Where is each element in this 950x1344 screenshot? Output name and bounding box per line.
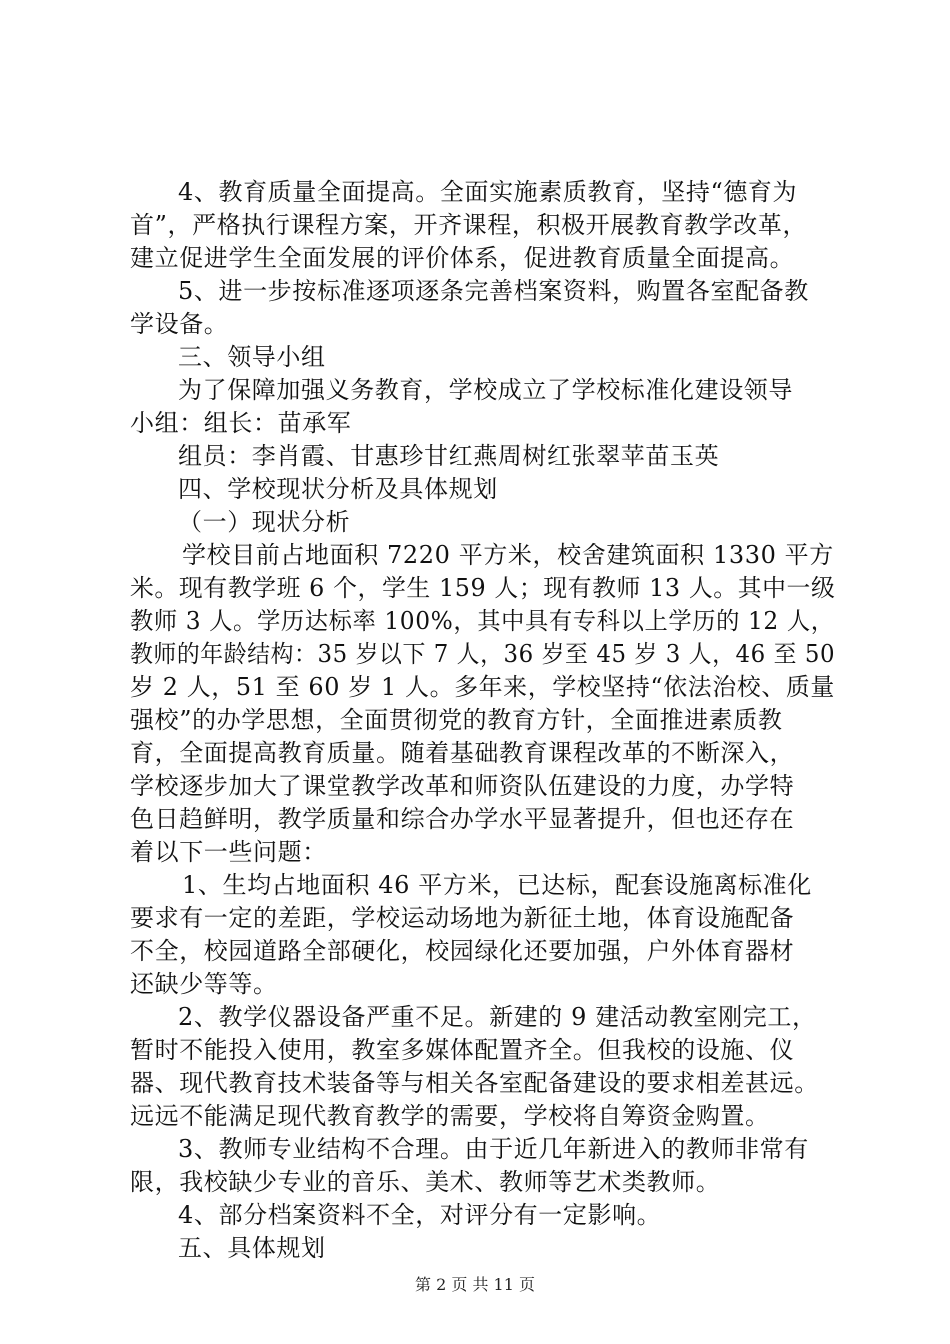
section-heading: 四、学校现状分析及具体规划	[178, 475, 498, 503]
text-line: 建立促进学生全面发展的评价体系，促进教育质量全面提高。	[130, 244, 795, 272]
text-line: 色日趋鲜明，教学质量和综合办学水平显著提升，但也还存在	[130, 805, 795, 833]
text-line: 教师的年龄结构：35 岁以下 7 人，36 岁至 45 岁 3 人，46 至 50	[130, 640, 836, 668]
text-line: 不全，校园道路全部硬化，校园绿化还要加强，户外体育器材	[130, 937, 795, 965]
text-line: 学设备。	[130, 310, 229, 338]
text-line: 学校逐步加大了课堂教学改革和师资队伍建设的力度，办学特	[130, 772, 795, 800]
text-line: 5、进一步按标准逐项逐条完善档案资料，购置各室配备教	[178, 277, 809, 305]
text-line: 首”，严格执行课程方案，开齐课程，积极开展教育教学改革，	[130, 211, 808, 239]
text-line: 育，全面提高教育质量。随着基础教育课程改革的不断深入，	[130, 739, 795, 767]
text-line: 要求有一定的差距，学校运动场地为新征土地，体育设施配备	[130, 904, 795, 932]
subsection-heading: （一）现状分析	[178, 508, 351, 536]
text-line: 1、生均占地面积 46 平方米，已达标，配套设施离标准化	[182, 871, 812, 899]
text-line: 为了保障加强义务教育，学校成立了学校标准化建设领导	[178, 376, 793, 404]
text-line: 远远不能满足现代教育教学的需要，学校将自筹资金购置。	[130, 1102, 770, 1130]
text-line: 米。现有教学班 6 个，学生 159 人；现有教师 13 人。其中一级	[130, 574, 836, 602]
text-line: 限，我校缺少专业的音乐、美术、教师等艺术类教师。	[130, 1168, 721, 1196]
text-line: 学校目前占地面积 7220 平方米，校舍建筑面积 1330 平方	[182, 541, 834, 569]
text-line: 还缺少等等。	[130, 970, 278, 998]
text-line: 强校”的办学思想，全面贯彻党的教育方针，全面推进素质教	[130, 706, 783, 734]
text-line: 4、教育质量全面提高。全面实施素质教育，坚持“德育为	[178, 178, 798, 206]
text-line: 暂时不能投入使用，教室多媒体配置齐全。但我校的设施、仪	[130, 1036, 795, 1064]
text-line: 组员：李肖霞、甘惠珍甘红燕周树红张翠苹苗玉英	[178, 442, 720, 470]
text-line: 2、教学仪器设备严重不足。新建的 9 建活动教室刚完工，	[178, 1003, 817, 1031]
text-line: 器、现代教育技术装备等与相关各室配备建设的要求相差甚远。	[130, 1069, 819, 1097]
text-line: 3、教师专业结构不合理。由于近几年新进入的教师非常有	[178, 1135, 809, 1163]
text-line: 岁 2 人，51 至 60 岁 1 人。多年来，学校坚持“依法治校、质量	[130, 673, 835, 701]
text-line: 4、部分档案资料不全，对评分有一定影响。	[178, 1201, 662, 1229]
section-heading: 三、领导小组	[178, 343, 326, 371]
section-heading: 五、具体规划	[178, 1234, 326, 1262]
text-line: 小组：组长：苗承军	[130, 409, 352, 437]
text-line: 教师 3 人。学历达标率 100%，其中具有专科以上学历的 12 人，	[130, 607, 835, 635]
text-line: 着以下一些问题：	[130, 838, 327, 866]
page-footer: 第 2 页 共 11 页	[415, 1275, 535, 1294]
